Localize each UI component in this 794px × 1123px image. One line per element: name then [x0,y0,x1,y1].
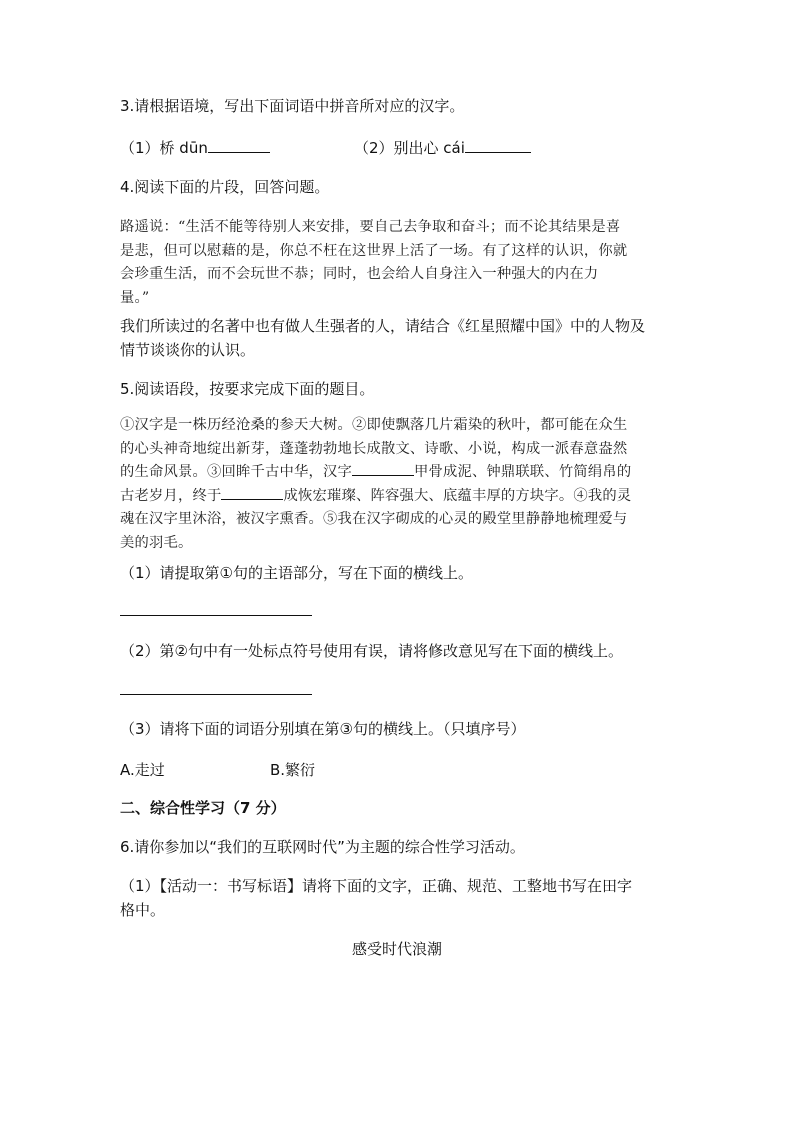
q6-slogan: 感受时代浪潮 [351,940,442,958]
q5-para-text: 成恢宏璀璨、阵容强大、底蕴丰厚的方块字。④我的灵 [283,487,632,504]
q6-activity1-line2: 格中。 [120,901,166,919]
q3-item1-blank[interactable] [208,138,270,153]
q5-sub1: （1）请提取第①句的主语部分，写在下面的横线上。 [120,564,473,582]
q5-para-text: 的生命风景。③回眸千古中华，汉字 [120,464,352,480]
q3-item2-label: （2）别出心 cái [354,139,465,157]
q5-para-text: 古老岁月，终于 [120,487,222,504]
q4-prompt: 4.阅读下面的片段，回答问题。 [120,178,330,196]
q4-quote-line: 路遥说：“生活不能等待别人来安排，要自己去争取和奋斗；而不论其结果是喜 [120,219,621,235]
q5-sub2: （2）第②句中有一处标点符号使用有误，请将修改意见写在下面的横线上。 [120,642,623,660]
q4-question-line2: 情节谈谈你的认识。 [120,341,256,359]
q5-para-line: ①汉字是一株历经沧桑的参天大树。②即使飘落几片霜染的秋叶，都可能在众生 [120,417,628,433]
q3-item2-blank[interactable] [465,138,531,153]
q3-prompt: 3.请根据语境，写出下面词语中拼音所对应的汉字。 [120,97,465,115]
q5-prompt: 5.阅读语段，按要求完成下面的题目。 [120,380,375,398]
q5-paragraph [120,414,680,555]
q5-sub3: （3）请将下面的词语分别填在第③句的横线上。（只填序号） [120,720,526,738]
q4-quote-line: 是悲，但可以慰藉的是，你总不枉在这世界上活了一场。有了这样的认识，你就 [120,242,628,259]
q4-quote-line: 量。” [120,289,150,306]
q5-para-line [120,485,680,509]
q3-items [120,138,270,158]
q5-para-line: 美的羽毛。 [120,534,193,551]
q6-prompt: 6.请你参加以“我们的互联网时代”为主题的综合性学习活动。 [120,838,525,856]
q5-sub1-answer-line[interactable] [120,615,312,616]
q4-question-line1: 我们所读过的名著中也有做人生强者的人，请结合《红星照耀中国》中的人物及 [120,317,646,335]
q5-sub2-answer-line[interactable] [120,694,312,695]
q5-para-line [120,461,680,485]
q5-para-line: 魂在汉字里沐浴，被汉字熏香。⑤我在汉字砌成的心灵的殿堂里静静地梳理爱与 [120,511,628,527]
q3-item2 [354,138,531,158]
q5-blank-2[interactable] [221,485,283,500]
q3-item1-label: （1）桥 dūn [120,139,208,157]
q4-quote [120,216,680,310]
q6-activity1-line1: （1）【活动一：书写标语】请将下面的文字，正确、规范、工整地书写在田字 [120,877,633,895]
section2-heading: 二、综合性学习（7 分） [120,799,286,817]
q5-para-line: 的心头神奇地绽出新芽，蓬蓬勃勃地长成散文、诗歌、小说，构成一派春意盎然 [120,440,628,457]
q4-quote-line: 会珍重生活，而不会玩世不恭；同时，也会给人自身注入一种强大的内在力 [120,266,599,282]
q5-blank-1[interactable] [352,461,414,476]
q5-option-b: B.繁衍 [270,761,316,779]
q5-para-text: 甲骨成泥、钟鼎联联、竹简绢帛的 [413,464,632,480]
q5-option-a: A.走过 [120,761,165,779]
